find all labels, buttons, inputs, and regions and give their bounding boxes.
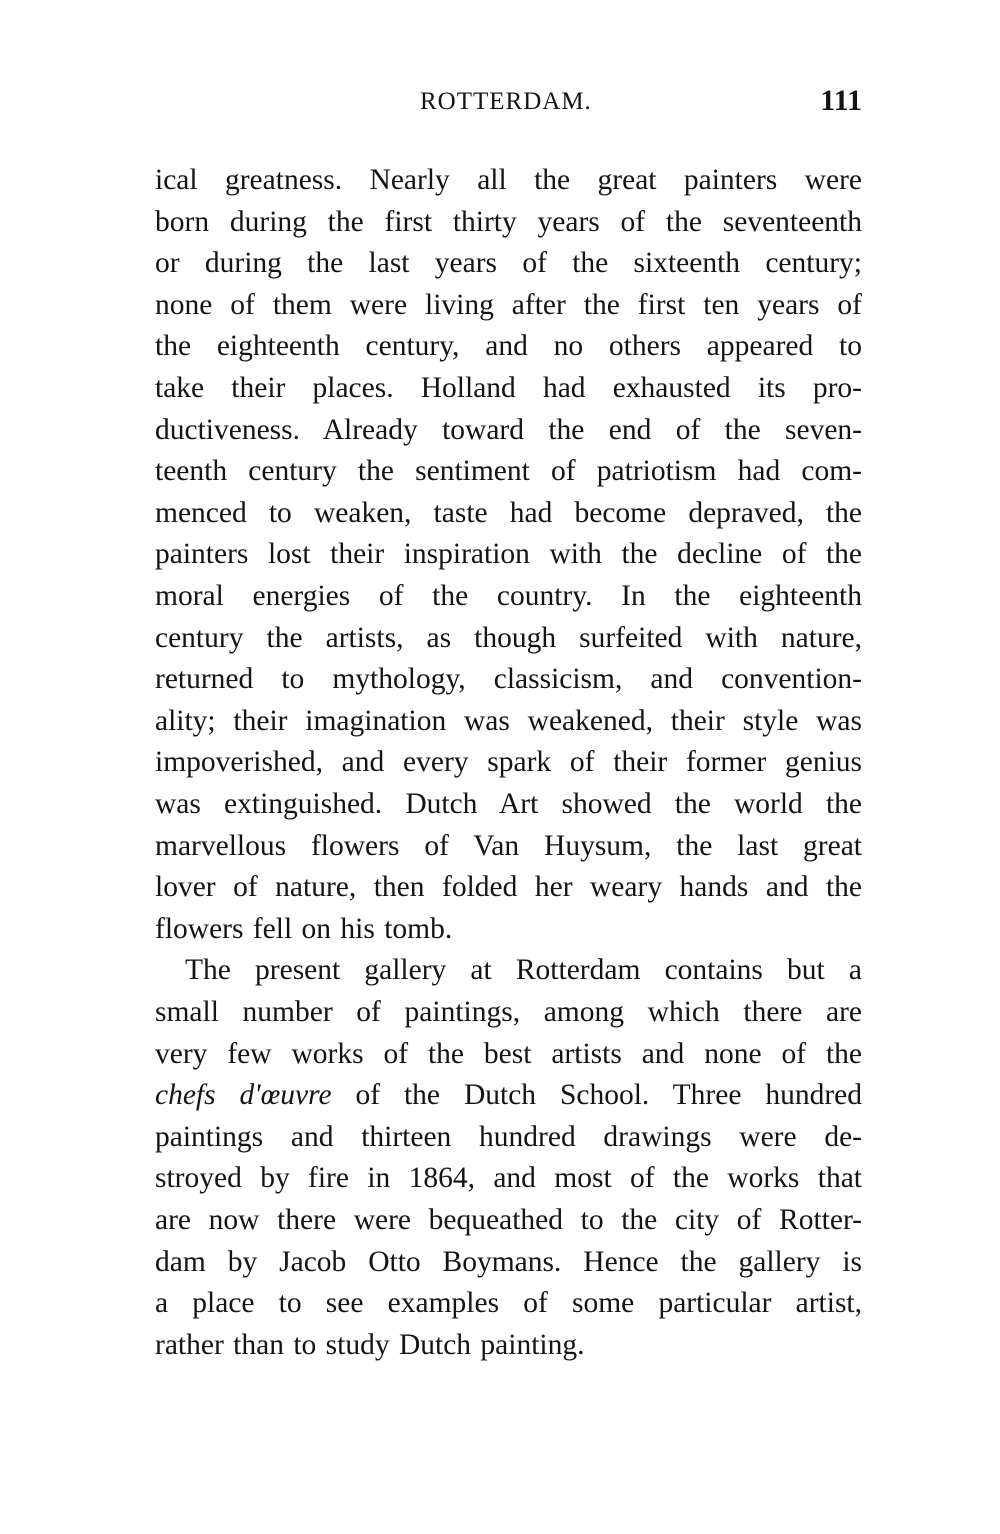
text-line: was extinguished. Dutch Art showed the world the xyxy=(155,788,862,820)
text-line: are now there were bequeathed to the city of Rotter- xyxy=(155,1204,862,1236)
text-line: impoverished, and every spark of their former genius xyxy=(155,746,862,779)
text-line: flowers fell on his tomb. xyxy=(155,912,453,945)
text-line: stroyed by fire in 1864, and most of the works that xyxy=(155,1162,862,1195)
text-line: returned to mythology, classicism, and convention- xyxy=(155,663,862,696)
text-line: none of them were living after the first ten years of xyxy=(155,288,862,321)
text-line: lover of nature, then folded her weary hands and the xyxy=(155,871,862,904)
text-line: marvellous flowers of Van Huysum, the last great xyxy=(155,829,862,862)
text-line: painters lost their inspiration with the decline of the xyxy=(155,538,862,571)
text-line: ductiveness. Already toward the end of the seven- xyxy=(155,413,862,446)
text-line: century the artists, as though surfeited with nature, xyxy=(155,621,862,654)
running-title: ROTTERDAM. xyxy=(420,88,592,115)
text-line: take their places. Holland had exhausted its pro- xyxy=(155,372,862,404)
text-line: small number of paintings, among which there are xyxy=(155,996,862,1028)
text-line: paintings and thirteen hundred drawings were de- xyxy=(155,1120,862,1153)
text-line: ality; their imagination was weakened, their style was xyxy=(155,704,862,737)
text-line: rather than to study Dutch painting. xyxy=(155,1328,585,1361)
text-line: a place to see examples of some particular artist, xyxy=(155,1287,862,1320)
text-line: menced to weaken, taste had become depraved, the xyxy=(155,496,862,529)
line-text: of the Dutch School. Three hundred xyxy=(331,1079,863,1112)
text-line: ical greatness. Nearly all the great painters were xyxy=(155,164,862,196)
text-line: moral energies of the country. In the eighteenth xyxy=(155,580,862,612)
text-line: The present gallery at Rotterdam contains but a xyxy=(185,954,862,987)
text-line: the eighteenth century, and no others appeared to xyxy=(155,330,862,363)
text-line: very few works of the best artists and none of the xyxy=(155,1037,862,1070)
text-line: born during the first thirty years of the seventeenth xyxy=(155,205,862,238)
text-line: or during the last years of the sixteenth century; xyxy=(155,247,862,280)
text-line: teenth century the sentiment of patriotism had com- xyxy=(155,455,862,488)
text-line: dam by Jacob Otto Boymans. Hence the gallery is xyxy=(155,1245,862,1278)
running-head xyxy=(155,86,862,122)
page-number: 111 xyxy=(820,84,862,117)
italic-phrase: chefs d'œuvre xyxy=(155,1079,332,1112)
text-line xyxy=(155,1075,862,1115)
